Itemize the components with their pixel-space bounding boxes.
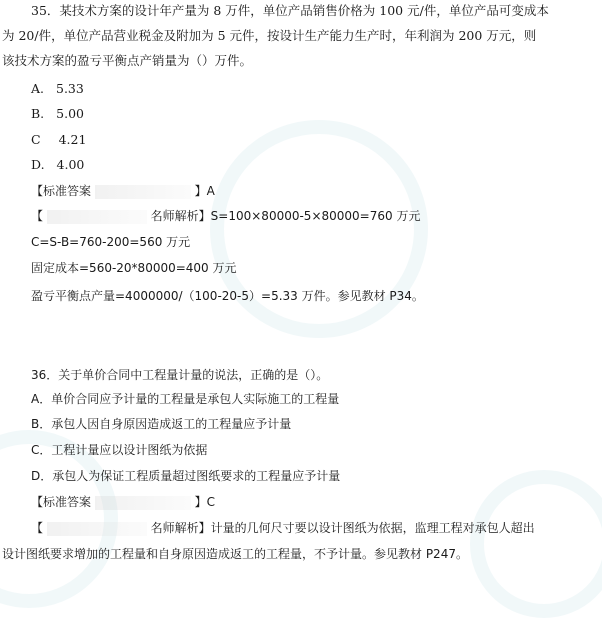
watermark-circle <box>470 470 602 618</box>
analysis-text: 名师解析】S=100×80000-5×80000=760 万元 <box>150 209 421 223</box>
standard-answer-36 <box>31 493 215 511</box>
option-text: 4.21 <box>58 132 87 147</box>
option-text: 5.00 <box>56 106 84 121</box>
calc-line-1: C=S-B=760-200=560 万元 <box>31 235 191 249</box>
question-36: 36．关于单价合同中工程量计量的说法，正确的是（）。 <box>31 368 329 382</box>
calc-line-2: 固定成本=560-20*80000=400 万元 <box>31 261 237 275</box>
redaction <box>95 185 191 199</box>
analysis-open: 【 <box>31 521 44 535</box>
option-36-c: C．工程计量应以设计图纸为依据 <box>31 443 208 457</box>
watermark-circle <box>210 120 428 338</box>
option-letter: B. <box>31 106 45 121</box>
option-letter: A. <box>31 81 45 96</box>
option-36-d: D．承包人为保证工程质量超过图纸要求的工程量应予计量 <box>31 469 341 483</box>
option-letter: D. <box>31 157 45 172</box>
answer-value: 】C <box>194 495 216 509</box>
analysis-36 <box>31 519 535 537</box>
analysis-36-continued: 设计图纸要求增加的工程量和自身原因造成返工的工程量，不予计量。参见教材 P247。 <box>2 547 468 561</box>
question-35-line-3: 该技术方案的盈亏平衡点产销量为（）万件。 <box>2 53 253 68</box>
option-b <box>31 105 84 123</box>
redaction <box>95 496 191 510</box>
answer-label: 【标准答案 <box>31 184 92 198</box>
option-letter: C <box>31 132 41 147</box>
answer-value: 】A <box>194 184 215 198</box>
option-d <box>31 156 84 174</box>
redaction <box>47 522 147 536</box>
question-35-line-1: 35．某技术方案的设计年产量为 8 万件，单位产品销售价格为 100 元/件，单位产品可变成本 <box>31 3 549 18</box>
option-36-b: B．承包人因自身原因造成返工的工程量应予计量 <box>31 417 292 431</box>
option-text: 4.00 <box>56 157 85 172</box>
option-a <box>31 80 84 98</box>
calc-line-3: 盈亏平衡点产量=4000000/（100-20-5）=5.33 万件。参见教材 P34。 <box>31 289 424 303</box>
answer-label: 【标准答案 <box>31 495 92 509</box>
option-c <box>31 131 86 149</box>
question-35-line-2: 为 20/件，单位产品营业税金及附加为 5 元件，按设计生产能力生产时，年利润为 200 万元，则 <box>2 28 537 43</box>
analysis-35 <box>31 207 420 225</box>
option-36-a: A．单价合同应予计量的工程量是承包人实际施工的工程量 <box>31 392 340 406</box>
option-text: 5.33 <box>56 81 84 96</box>
analysis-open: 【 <box>31 209 44 223</box>
redaction <box>47 210 147 224</box>
standard-answer-35 <box>31 182 215 200</box>
analysis-text: 名师解析】计量的几何尺寸要以设计图纸为依据，监理工程对承包人超出 <box>150 521 535 535</box>
